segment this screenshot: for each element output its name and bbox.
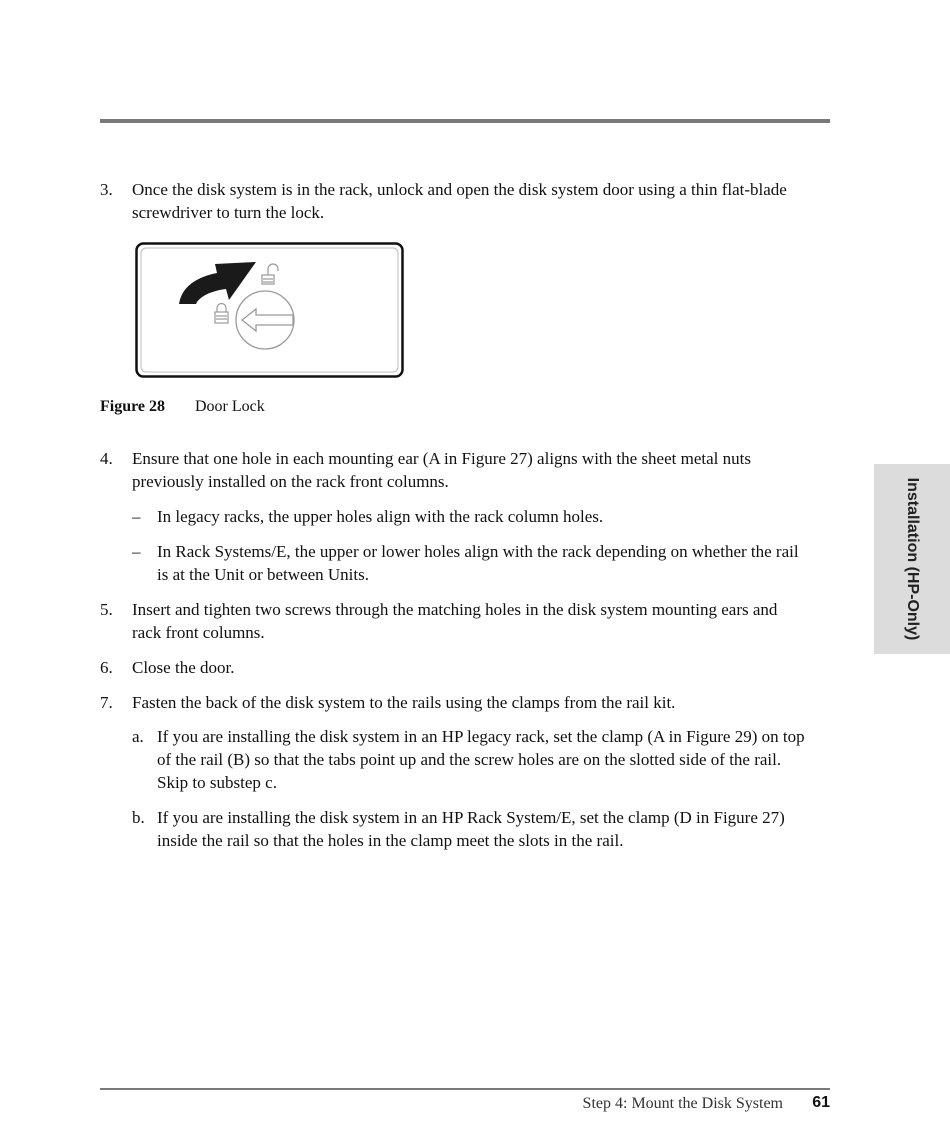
page-body <box>100 178 810 852</box>
step-4 <box>100 447 810 493</box>
step-text: Once the disk system is in the rack, unlock and open the disk system door using a thin flat-blade screwdriver to turn the lock. <box>132 180 787 222</box>
step-3 <box>100 178 810 224</box>
section-tab <box>874 464 950 654</box>
step-5 <box>100 598 810 644</box>
sub-item <box>132 806 810 852</box>
step-6 <box>100 656 810 679</box>
door-lock-figure <box>135 242 405 380</box>
footer-rule <box>100 1088 830 1090</box>
sub-text: If you are installing the disk system in an HP legacy rack, set the clamp (A in Figure 29) on top of the rail (B) so that the tabs point up and the screw holes are on the slotted side of the rail. Skip to substep c. <box>157 727 805 792</box>
sub-text: In Rack Systems/E, the upper or lower holes align with the rack depending on whether the rail is at the Unit or between Units. <box>157 542 799 584</box>
step-number: 7. <box>100 693 113 712</box>
figure-caption <box>100 395 810 418</box>
header-rule <box>100 119 830 123</box>
sub-bullet: – <box>132 542 141 561</box>
sub-item <box>132 505 810 528</box>
step-7 <box>100 691 810 714</box>
step-number: 4. <box>100 449 113 468</box>
step-text: Insert and tighten two screws through the matching holes in the disk system mounting ears and rack front columns. <box>132 600 778 642</box>
sub-bullet: – <box>132 507 141 526</box>
step-text: Close the door. <box>132 658 235 677</box>
step-number: 6. <box>100 658 113 677</box>
sub-item <box>132 725 810 794</box>
figure-title: Door Lock <box>195 398 265 415</box>
sub-text: In legacy racks, the upper holes align with the rack column holes. <box>157 507 604 526</box>
door-lock-illustration <box>135 242 405 380</box>
step-text: Ensure that one hole in each mounting ear (A in Figure 27) aligns with the sheet metal nuts previously installed on the rack front columns. <box>132 449 751 491</box>
section-tab-label: Installation (HP-Only) <box>904 477 921 641</box>
figure-number: Figure 28 <box>100 398 166 415</box>
sub-item <box>132 540 810 586</box>
lock-dial-icon <box>236 291 294 349</box>
step-text: Fasten the back of the disk system to the rails using the clamps from the rail kit. <box>132 693 676 712</box>
sub-letter: b. <box>132 808 145 827</box>
footer-title: Step 4: Mount the Disk System <box>582 1095 783 1112</box>
sub-text: If you are installing the disk system in an HP Rack System/E, set the clamp (D in Figure 27) inside the rail so that the holes in the clamp meet the slots in the rail. <box>157 808 785 850</box>
sub-letter: a. <box>132 727 144 746</box>
step-number: 3. <box>100 180 113 199</box>
page-number: 61 <box>812 1094 830 1111</box>
step-number: 5. <box>100 600 113 619</box>
